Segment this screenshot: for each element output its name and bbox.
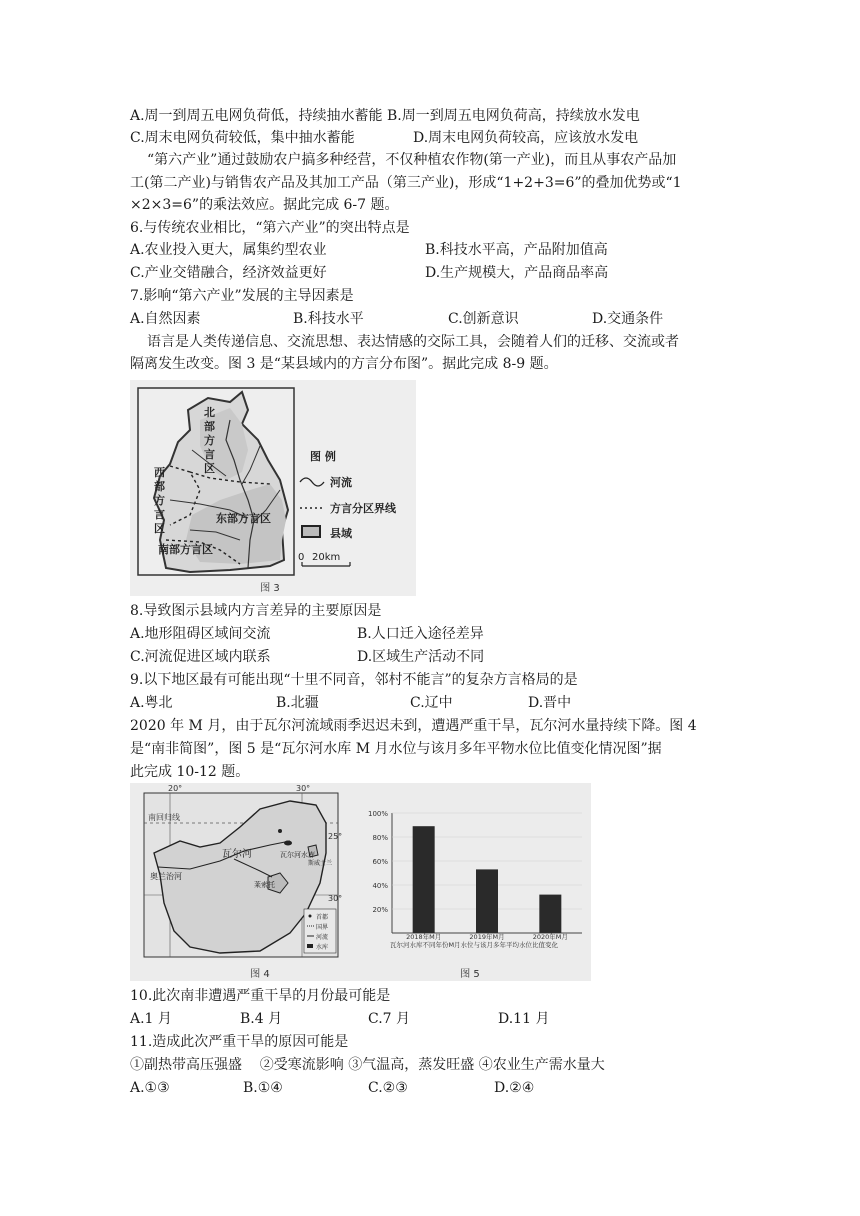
x-tick-label: 2018年M月 — [406, 933, 442, 941]
q10-option-d: D.11 月 — [498, 1011, 550, 1027]
chart-y-ticks — [368, 810, 388, 914]
orange-river-label: 奥兰治河 — [150, 872, 182, 881]
capital-mark — [278, 829, 282, 833]
chart-x-ticks — [406, 932, 568, 941]
west-region-char: 西 — [154, 466, 165, 479]
q8-option-a: A.地形阻碍区域间交流 — [130, 626, 271, 642]
legend-reservoir-icon — [307, 944, 313, 948]
north-region-char: 北 — [204, 406, 215, 419]
figure-4-5-panel — [130, 783, 591, 981]
figure-5-caption: 图 5 — [460, 969, 480, 980]
scale-label: 20km — [312, 552, 341, 563]
q10-stem: 10.此次南非遭遇严重干旱的月份最可能是 — [130, 988, 391, 1004]
q10-option-c: C.7 月 — [368, 1011, 411, 1027]
tropic-label: 南回归线 — [148, 813, 180, 822]
q8-stem: 8.导致图示县域内方言差异的主要原因是 — [130, 603, 382, 619]
vaal-river-label: 瓦尔河 — [222, 849, 252, 860]
figure-3-caption: 图 3 — [260, 583, 280, 594]
north-region-char: 方 — [204, 434, 215, 447]
legend-county-icon — [302, 526, 320, 537]
q6-option-c: C.产业交错融合，经济效益更好 — [130, 265, 327, 281]
west-region-label — [154, 465, 165, 535]
q5-option-d: D.周末电网负荷较高，应该放水发电 — [413, 130, 639, 146]
q11-option-d: D.②④ — [494, 1080, 535, 1096]
q8-option-d: D.区域生产活动不同 — [357, 649, 485, 665]
figure-5-bar-chart — [352, 783, 591, 981]
vaal-reservoir-mark — [284, 841, 292, 846]
x-tick-label: 2020年M月 — [532, 933, 568, 941]
q7-option-c: C.创新意识 — [448, 311, 519, 327]
west-region-char: 区 — [154, 522, 165, 535]
passage2-line1: 语言是人类传递信息、交流思想、表达情感的交际工具，会随着人们的迁移、交流或者 — [147, 334, 679, 350]
y-tick-label: 60% — [372, 858, 388, 866]
legend-border-label: 国界 — [316, 924, 329, 931]
q11-option-a: A.①③ — [130, 1080, 170, 1096]
q8-option-c: C.河流促进区域内联系 — [130, 649, 271, 665]
passage3-line1: 2020 年 M 月，由于瓦尔河流域雨季迟迟未到，遭遇严重干旱，瓦尔河水量持续下降。图 4 — [130, 718, 697, 734]
passage2-line2: 隔离发生改变。图 3 是“某县域内的方言分布图”。据此完成 8-9 题。 — [130, 356, 558, 372]
q7-option-a: A.自然因素 — [130, 311, 201, 327]
q10-option-a: A.1 月 — [130, 1011, 172, 1027]
x-tick-label: 2019年M月 — [469, 933, 505, 941]
legend-boundary-label: 方言分区界线 — [330, 502, 396, 515]
scale-zero: 0 — [298, 552, 305, 563]
figure-4-caption: 图 4 — [250, 969, 270, 980]
q5-options-row1 — [130, 106, 640, 126]
lon-20-label: 20° — [168, 784, 183, 793]
figure-3-dialect-map — [130, 380, 416, 596]
legend-river-label: 河流 — [330, 476, 352, 489]
legend-title: 图 例 — [310, 450, 336, 463]
legend-capital-label: 首都 — [316, 914, 329, 921]
chart-bars — [413, 826, 562, 933]
passage1-line1: “第六产业”通过鼓励农户搞多种经营，不仅种植农作物(第一产业)，而且从事农产品加 — [147, 152, 677, 168]
bar-1 — [413, 826, 435, 933]
legend-river-label: 河流 — [316, 934, 329, 941]
q6-option-d: D.生产规模大，产品商品率高 — [425, 265, 609, 281]
south-region-label: 南部方言区 — [158, 543, 213, 556]
q11-option-c: C.②③ — [368, 1080, 408, 1096]
passage1-line2: 工(第二产业)与销售农产品及其加工产品（第三产业)，形成“1+2+3=6”的叠加优势或“1 — [130, 175, 682, 191]
q11-items: ①副热带高压强盛 ②受寒流影响 ③气温高，蒸发旺盛 ④农业生产需水量大 — [130, 1057, 605, 1073]
q6-option-a: A.农业投入更大，属集约型农业 — [130, 242, 327, 258]
q9-option-d: D.晋中 — [528, 695, 572, 711]
y-tick-label: 20% — [372, 906, 388, 914]
y-tick-label: 40% — [372, 882, 388, 890]
chart-subtitle: 瓦尔河水库不同年份M月水位与该月多年平均水位比值变化 — [389, 941, 559, 949]
figure-4-south-africa-map — [130, 783, 352, 981]
q8-option-b: B.人口迁入途径差异 — [357, 626, 484, 642]
q9-option-a: A.粤北 — [130, 695, 173, 711]
q9-option-b: B.北疆 — [276, 695, 319, 711]
lat-30-label: 30° — [328, 894, 343, 903]
passage3-line3: 此完成 10-12 题。 — [130, 764, 250, 780]
north-region-char: 区 — [204, 462, 215, 475]
q9-stem: 9.以下地区最有可能出现“十里不同音，邻村不能言”的复杂方言格局的是 — [130, 672, 578, 688]
passage3-line2: 是“南非简图”，图 5 是“瓦尔河水库 M 月水位与该月多年平物水位比值变化情况图”据 — [130, 741, 662, 757]
north-region-char: 部 — [204, 420, 215, 433]
swaziland-label: 斯威士兰 — [308, 860, 333, 867]
bar-3 — [539, 895, 561, 933]
legend-reservoir-label: 水库 — [316, 944, 329, 951]
q9-option-c: C.辽中 — [410, 695, 453, 711]
q5-option-c: C.周末电网负荷较低，集中抽水蓄能 — [130, 130, 355, 146]
east-region-label: 东部方言区 — [216, 512, 271, 525]
passage1-line3: ×2×3=6”的乘法效应。据此完成 6-7 题。 — [130, 197, 399, 213]
legend-county-label: 县域 — [330, 527, 352, 540]
q6-option-b: B.科技水平高，产品附加值高 — [425, 242, 608, 258]
legend-capital-icon — [309, 915, 312, 918]
bar-2 — [476, 869, 498, 933]
west-region-char: 方 — [154, 494, 165, 507]
west-region-char: 部 — [154, 480, 165, 493]
q7-option-d: D.交通条件 — [592, 311, 664, 327]
reservoir-label: 瓦尔河水库 — [280, 851, 315, 859]
q11-stem: 11.造成此次严重干旱的原因可能是 — [130, 1034, 349, 1050]
north-region-label — [204, 406, 215, 475]
y-tick-label: 80% — [372, 834, 388, 842]
west-region-char: 言 — [154, 508, 165, 521]
lesotho-label: 莱索托 — [254, 881, 275, 889]
y-tick-label: 100% — [367, 810, 388, 818]
q10-option-b: B.4 月 — [240, 1011, 283, 1027]
q5-option-a: A.周一到周五电网负荷低，持续抽水蓄能 — [130, 108, 383, 124]
lat-25-label: 25° — [328, 832, 343, 841]
q6-stem: 6.与传统农业相比，“第六产业”的突出特点是 — [130, 220, 410, 236]
q7-stem: 7.影响“第六产业”发展的主导因素是 — [130, 288, 354, 304]
q5-option-b: B.周一到周五电网负荷高，持续放水发电 — [387, 108, 640, 124]
q11-option-b: B.①④ — [243, 1080, 283, 1096]
lon-30-label: 30° — [296, 784, 311, 793]
q7-option-b: B.科技水平 — [293, 311, 364, 327]
north-region-char: 言 — [204, 448, 215, 461]
